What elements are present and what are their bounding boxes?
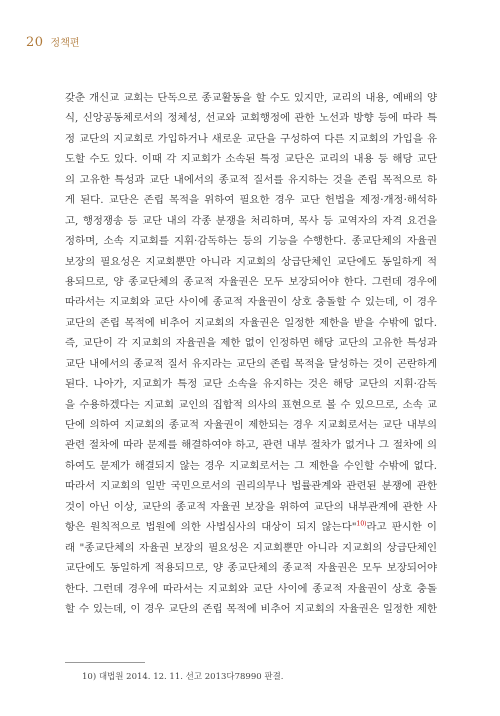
- text-line: 것이 아닌 이상, 교단의 종교적 자율권 보장을 위하여 교단의 내부관계에 관한 사: [65, 500, 437, 513]
- text-line: 교단 내에서의 종교적 질서 유지라는 교단의 존립 목적을 달성하는 것이 곤란하게: [65, 357, 437, 370]
- footnote: 10) 대법원 2014. 12. 11. 선고 2013다78990 판결.: [82, 672, 284, 682]
- text-line: 갖춘 개신교 교회는 단독으로 종교활동을 할 수도 있지만, 교리의 내용, 예배의 양: [65, 92, 437, 104]
- text-line: 래 "종교단체의 자율권 보장의 필요성은 지교회뿐만 아니라 지교회의 상급단체인: [65, 541, 437, 554]
- text-line: 한다. 그런데 경우에 따라서는 지교회와 교단 사이에 종교적 자율권이 상호 충돌: [65, 582, 437, 595]
- text-line: 교단에도 동일하게 적용되므로, 양 종교단체의 종교적 자율권은 모두 보장되어야: [65, 562, 437, 575]
- footnote-divider: [65, 662, 145, 663]
- page-number: 20: [26, 35, 44, 50]
- text-line: 할 수 있는데, 이 경우 교단의 존립 목적에 비추어 지교회의 자율권은 일정한 제한: [65, 602, 437, 615]
- text-line: 보장의 필요성은 지교회뿐만 아니라 지교회의 상급단체인 교단에도 동일하게 적: [65, 255, 437, 268]
- text-line: 을 수용하겠다는 지교회 교인의 집합적 의사의 표현으로 볼 수 있으므로, 소속 교: [65, 398, 437, 411]
- text-line: 정하며, 소속 지교회를 지휘·감독하는 등의 기능을 수행한다. 종교단체의 자율권: [65, 235, 437, 248]
- text-line: 하여도 문제가 해결되지 않는 경우 지교회로서는 그 제한을 수인할 수밖에 없다.: [65, 459, 437, 472]
- text-line: 식, 신앙공동체로서의 정체성, 선교와 교회행정에 관한 노선과 방향 등에 따라 특: [65, 112, 437, 125]
- text-line: 도할 수도 있다. 이때 각 지교회가 소속된 특정 교단은 교리의 내용 등 해당 교단: [65, 153, 437, 166]
- text-line: 의 고유한 특성과 교단 내에서의 종교적 질서를 유지하는 것을 존립 목적으로 하: [65, 173, 437, 186]
- text-segment: 라고 판시한 이: [366, 521, 437, 534]
- text-segment: 항은 원칙적으로 법원에 의한 사법심사의 대상이 되지 않는다": [65, 521, 357, 534]
- text-line: 단에 의하여 지교회의 종교적 자율권이 제한되는 경우 지교회로서는 교단 내부의: [65, 419, 437, 431]
- text-line: 교단의 존립 목적에 비추어 지교회의 자율권은 일정한 제한을 받을 수밖에 없다.: [65, 316, 437, 329]
- body-text: [65, 88, 437, 619]
- text-line: 즉, 교단이 각 지교회의 자율권을 제한 없이 인정하면 해당 교단의 고유한 특성과: [65, 337, 437, 350]
- text-line: 용되므로, 양 종교단체의 종교적 자율권은 모두 보장되어야 한다. 그런데 경우에: [65, 275, 437, 288]
- text-line: 고, 행정쟁송 등 교단 내의 각종 분쟁을 처리하며, 목사 등 교역자의 자격 요건을: [65, 214, 437, 227]
- text-line: 관련 절차에 따라 문제를 해결하여야 하고, 관련 내부 절차가 없거나 그 절차에 의: [65, 439, 437, 452]
- text-line-with-footnote: [65, 517, 437, 537]
- text-line: 된다. 나아가, 지교회가 특정 교단 소속을 유지하는 것은 해당 교단의 지휘·감독: [65, 378, 437, 391]
- footnote-marker[interactable]: 10): [356, 520, 367, 528]
- text-line: 정 교단의 지교회로 가입하거나 새로운 교단을 구성하여 다른 지교회의 가입을 유: [65, 132, 437, 145]
- page-header: [26, 34, 80, 52]
- text-line: 게 된다. 교단은 존립 목적을 위하여 필요한 경우 교단 헌법을 제정·개정·해석하: [65, 194, 437, 207]
- running-title: 정책편: [50, 38, 80, 49]
- text-line: 따라서는 지교회와 교단 사이에 종교적 자율권이 상호 충돌할 수 있는데, 이 경우: [65, 296, 437, 309]
- text-line: 따라서 지교회의 일반 국민으로서의 권리의무나 법률관계와 관련된 분쟁에 관한: [65, 480, 437, 493]
